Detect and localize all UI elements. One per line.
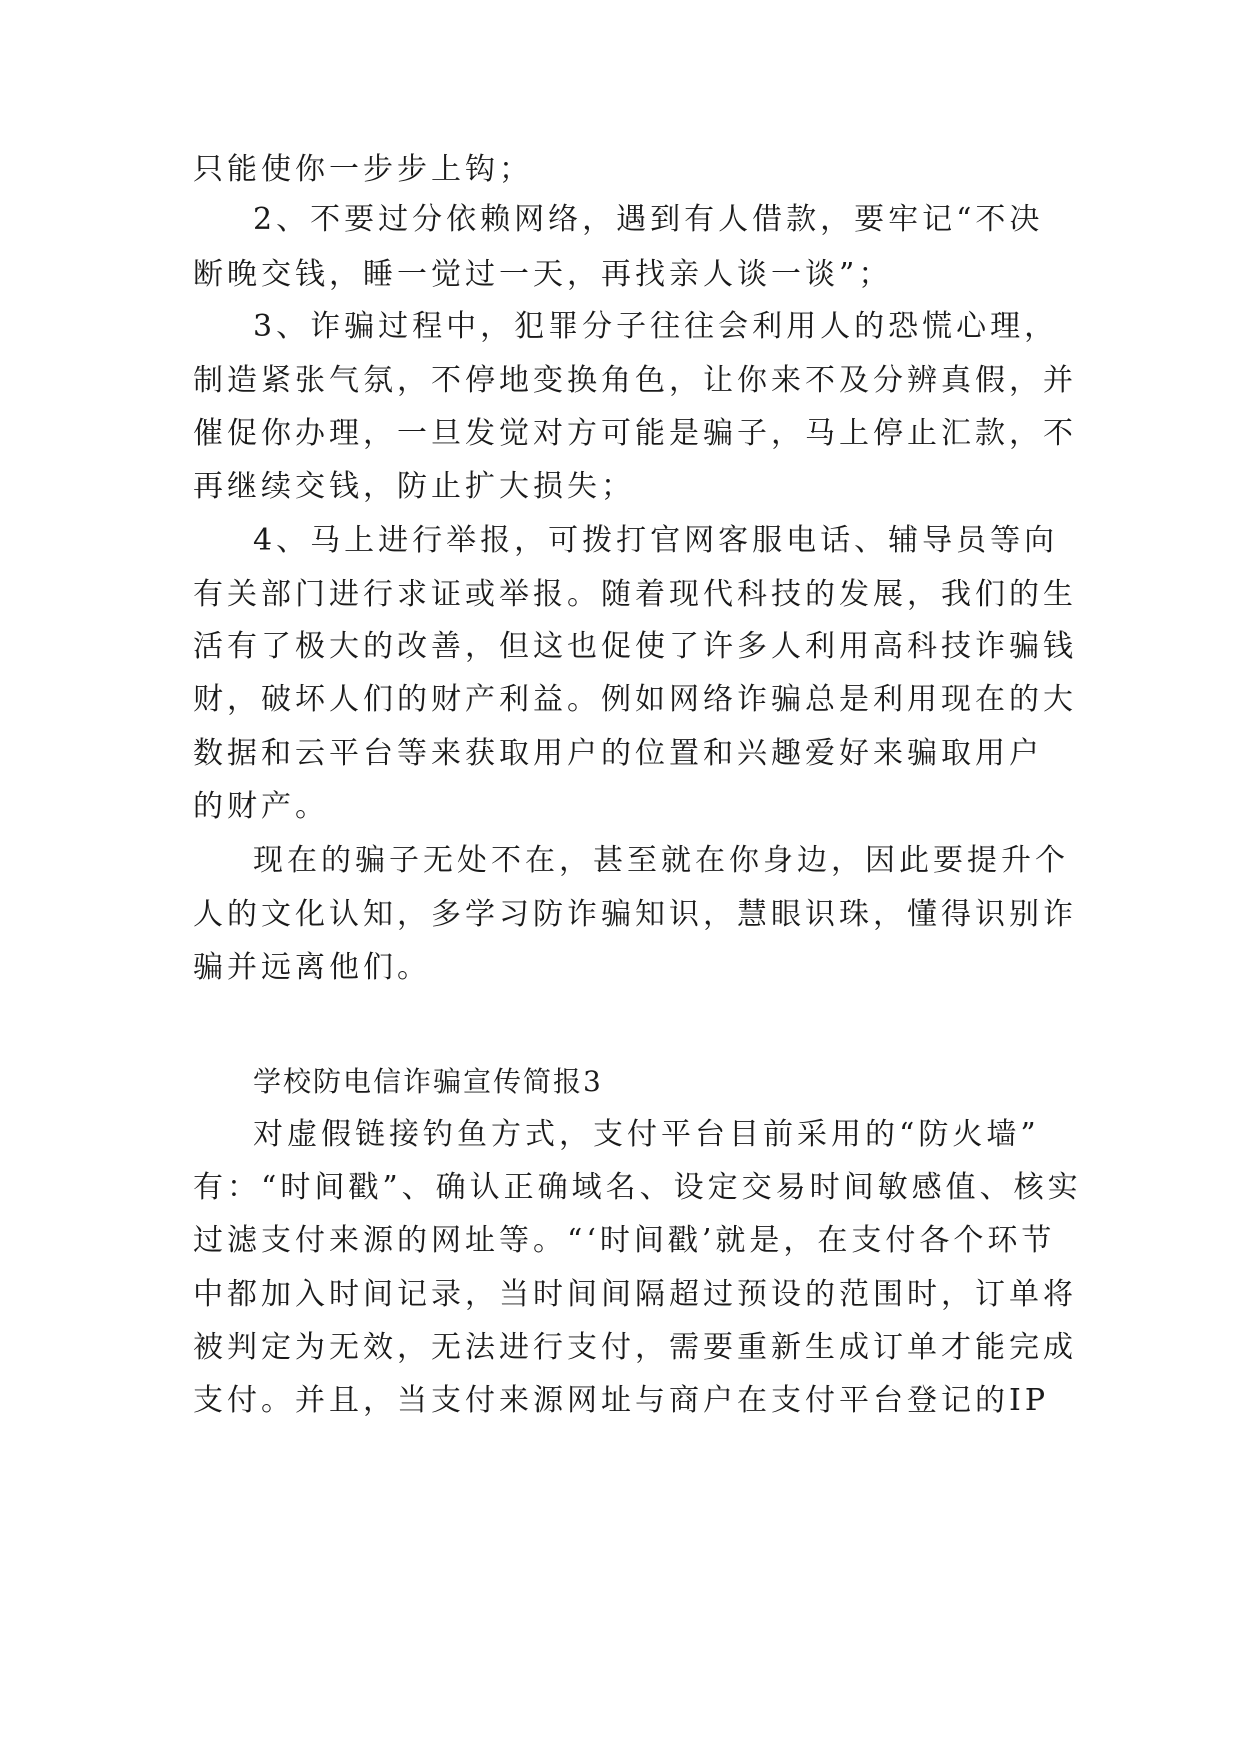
paragraph-line: 有：“时间戳”、确认正确域名、设定交易时间敏感值、核实 bbox=[193, 1170, 1082, 1205]
paragraph-line: 催促你办理，一旦发觉对方可能是骗子，马上停止汇款，不 bbox=[193, 416, 1077, 451]
paragraph-line: 2、不要过分依赖网络，遇到有人借款，要牢记“不决 bbox=[253, 202, 1044, 237]
paragraph-line: 断晚交钱，睡一觉过一天，再找亲人谈一谈”； bbox=[193, 257, 893, 292]
paragraph-line: 过滤支付来源的网址等。“‘时间戳’就是，在支付各个环节 bbox=[193, 1223, 1056, 1258]
paragraph-line: 中都加入时间记录，当时间间隔超过预设的范围时，订单将 bbox=[193, 1277, 1077, 1312]
paragraph-line: 制造紧张气氛，不停地变换角色，让你来不及分辨真假，并 bbox=[193, 363, 1077, 398]
paragraph-line: 骗并远离他们。 bbox=[193, 950, 431, 985]
paragraph-line: 3、诈骗过程中，犯罪分子往往会利用人的恐慌心理， bbox=[253, 309, 1059, 344]
paragraph-line: 被判定为无效，无法进行支付，需要重新生成订单才能完成 bbox=[193, 1330, 1077, 1365]
paragraph-line: 支付。并且，当支付来源网址与商户在支付平台登记的IP bbox=[193, 1383, 1050, 1418]
section-title: 学校防电信诈骗宣传简报3 bbox=[253, 1065, 603, 1098]
paragraph-line: 活有了极大的改善，但这也促使了许多人利用高科技诈骗钱 bbox=[193, 629, 1077, 664]
paragraph-line: 有关部门进行求证或举报。随着现代科技的发展，我们的生 bbox=[193, 577, 1077, 612]
paragraph-line: 对虚假链接钓鱼方式，支付平台目前采用的“防火墙” bbox=[253, 1117, 1040, 1152]
paragraph-line: 数据和云平台等来获取用户的位置和兴趣爱好来骗取用户 bbox=[193, 736, 1043, 771]
paragraph-line: 人的文化认知，多学习防诈骗知识，慧眼识珠，懂得识别诈 bbox=[193, 897, 1077, 932]
paragraph-line: 只能使你一步步上钩； bbox=[193, 152, 533, 187]
paragraph-line: 现在的骗子无处不在，甚至就在你身边，因此要提升个 bbox=[253, 843, 1069, 878]
paragraph-line: 的财产。 bbox=[193, 789, 329, 824]
paragraph-line: 再继续交钱，防止扩大损失； bbox=[193, 469, 635, 504]
paragraph-line: 4、马上进行举报，可拨打官网客服电话、辅导员等向 bbox=[253, 523, 1059, 558]
paragraph-line: 财，破坏人们的财产利益。例如网络诈骗总是利用现在的大 bbox=[193, 682, 1077, 717]
